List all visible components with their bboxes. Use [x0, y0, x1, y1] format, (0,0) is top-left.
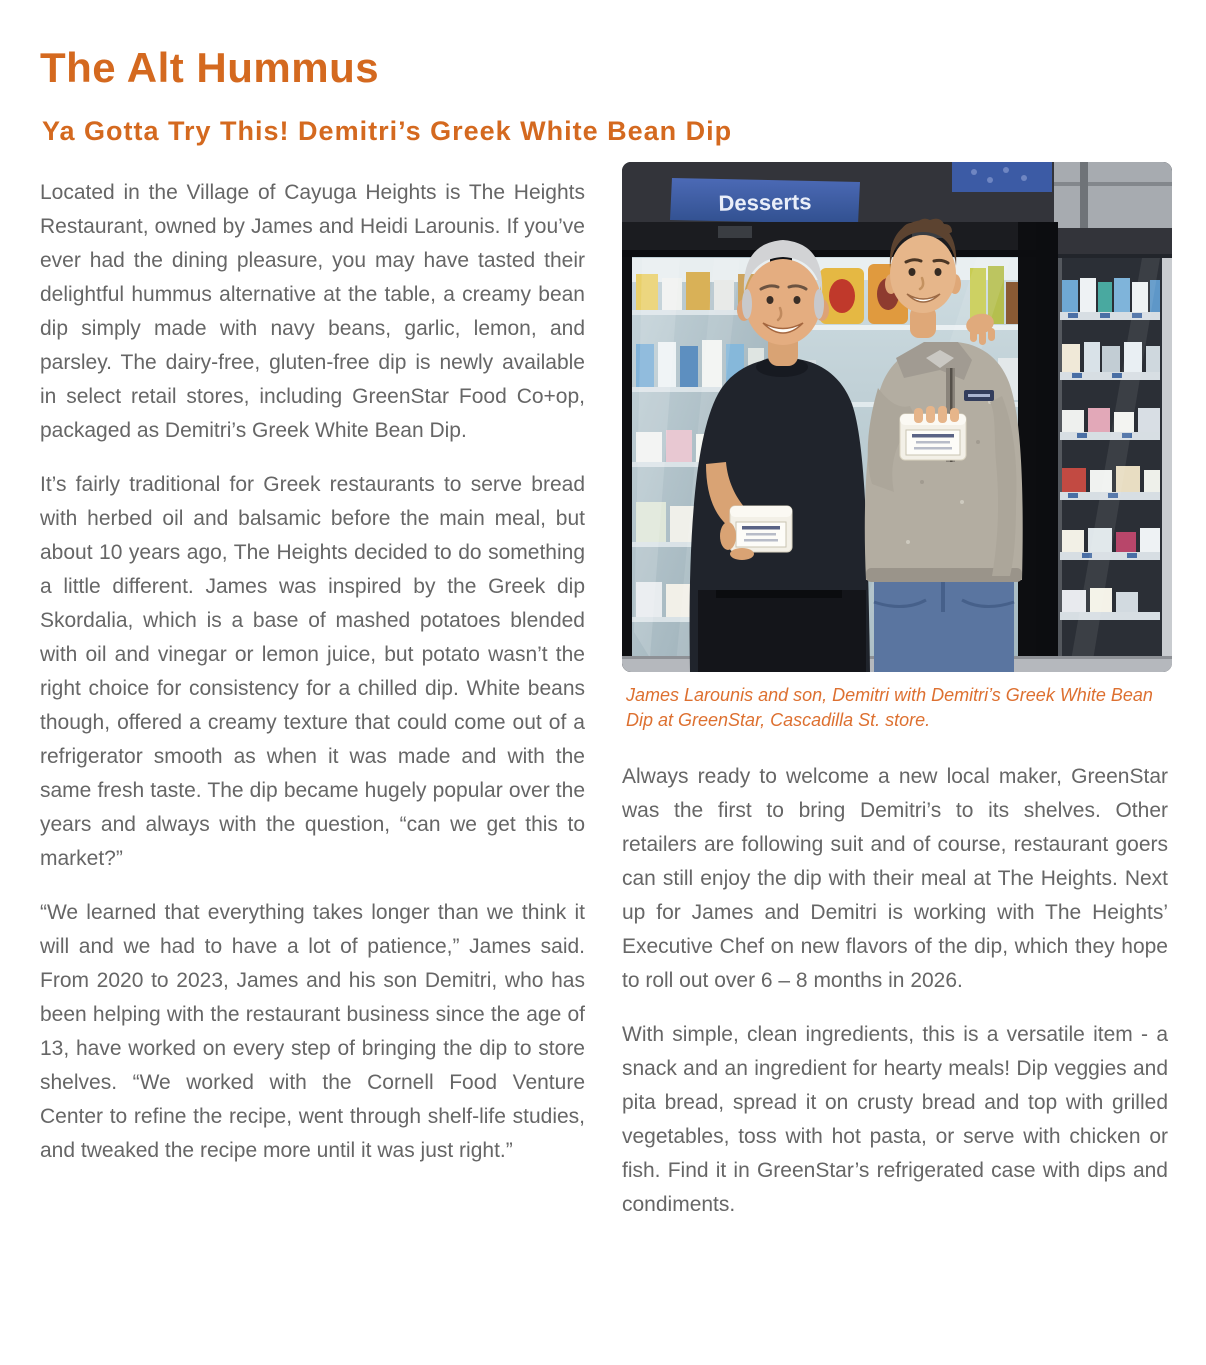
- fridge-door-right: [1036, 222, 1172, 672]
- paragraph-intro: Located in the Village of Cayuga Heights is The Heights Restaurant, owned by James and Heidi Larounis. If you’ve ever had the dining pleasure, you may have tasted their delightful hummus alternative at the table, a creamy bean dip simply made with navy beans, garlic, lemon, and parsley. The dairy-free, gluten-free dip is newly available in select retail stores, including GreenStar Food Co+op, packaged as Demitri’s Greek White Bean Dip.: [40, 181, 585, 442]
- dip-tub-demitri: [900, 406, 966, 460]
- paragraph-quote: “We learned that everything takes longer than we think it will and we had to have a lot of patience,” James said. From 2020 to 2023, James and his son Demitri, who has been helping with the restaurant business since the age of 13, have worked on every step of bringing the dip to store shelves. “We worked with the Cornell Food Venture Center to refine the recipe, went through shelf-life studies, and tweaked the recipe more until it was just right.”: [40, 901, 585, 1162]
- desserts-sign: [670, 178, 860, 224]
- desserts-sign-label: Desserts: [718, 189, 812, 216]
- partial-aisle-sign: [952, 162, 1052, 192]
- paragraph-serving-ideas: With simple, clean ingredients, this is a versatile item - a snack and an ingredient for hearty meals! Dip veggies and pita bread, spread it on crusty bread and top with grilled vegetables, toss with hot pasta, or serve with chicken or fish. Find it in GreenStar’s refrigerated case with dips and condiments.: [622, 1023, 1168, 1216]
- right-column: [622, 162, 1168, 1242]
- paragraph-history: It’s fairly traditional for Greek restaurants to serve bread with herbed oil and balsamic before the main meal, but about 10 years ago, The Heights decided to do something a little different. James was inspired by the Greek dip Skordalia, which is a base of mashed potatoes blended with oil and vinegar or lemon juice, but potato wasn’t the right choice for consistency for a chilled dip. White beans though, offered a creamy texture that could come out of a refrigerator smooth as when it was made and with the same fresh taste. The dip became hugely popular over the years and always with the question, “can we get this to market?”: [40, 473, 585, 870]
- left-column: [40, 162, 585, 1188]
- article-photo: [622, 162, 1168, 733]
- page-title: The Alt Hummus: [40, 44, 380, 91]
- patagonia-chest-label: [964, 390, 994, 401]
- photo-caption: James Larounis and son, Demitri with Demitri’s Greek White Bean Dip at GreenStar, Cascadilla St. store.: [626, 685, 1153, 730]
- store-photo-illustration: [622, 162, 1172, 672]
- paragraph-greenstar: Always ready to welcome a new local maker, GreenStar was the first to bring Demitri’s to its shelves. Other retailers are following suit and of course, restaurant goers can still enjoy the dip with their meal at The Heights. Next up for James and Demitri is working with The Heights’ Executive Chef on new flavors of the dip, which they hope to roll out over 6 – 8 months in 2026.: [622, 765, 1168, 992]
- dip-tub-james: [720, 506, 792, 560]
- right-column-text: [622, 760, 1168, 1222]
- article-subtitle: Ya Gotta Try This! Demitri’s Greek White Bean Dip: [42, 116, 733, 146]
- article-columns: [40, 162, 1168, 1242]
